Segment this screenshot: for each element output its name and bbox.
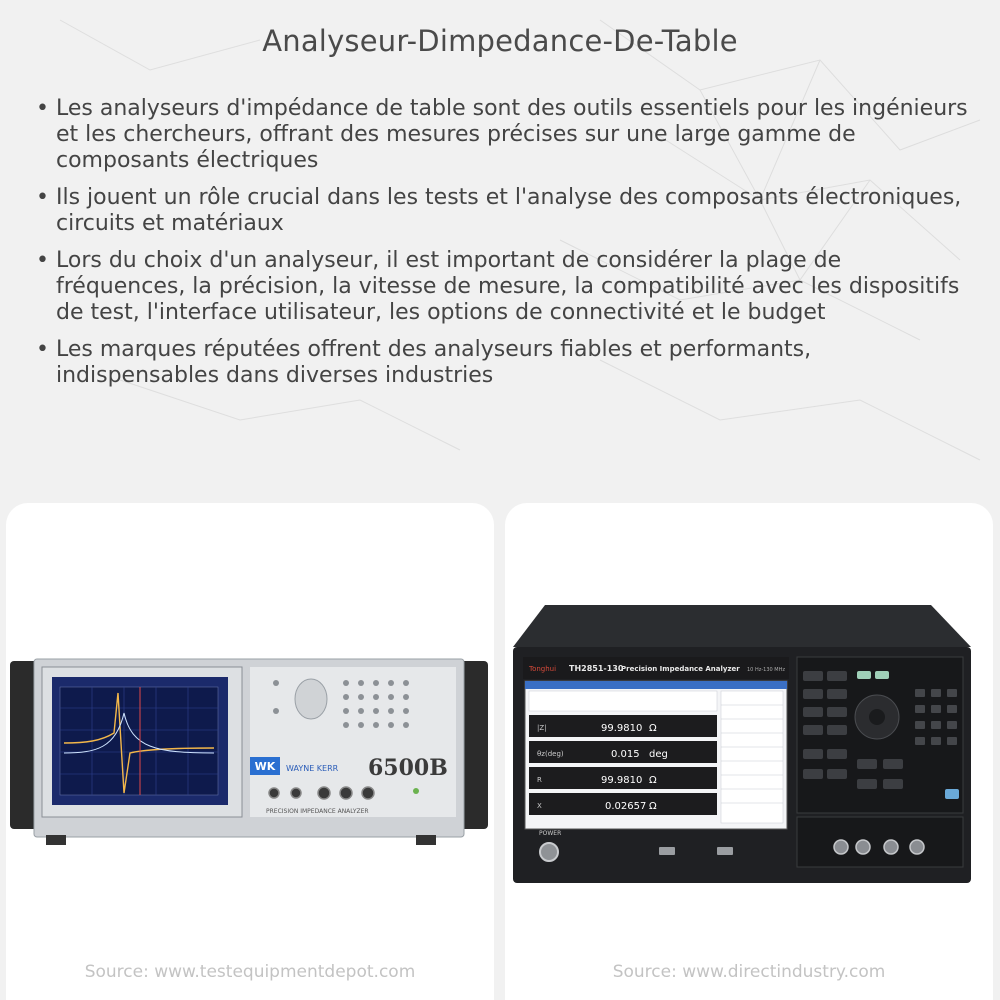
model-label: 6500B [368,755,448,781]
tonghui-analyzer-image [511,599,987,889]
reading-value: 99.9810 [601,723,643,734]
reading-unit: deg [649,749,668,760]
bullet-dot-icon: • [36,96,49,121]
reading-label: θz(deg) [537,750,564,758]
caption-label: PRECISION IMPEDANCE ANALYZER [266,808,369,815]
bullet-item [32,96,977,174]
image-card-tonghui [505,503,993,1000]
bullet-dot-icon: • [36,248,49,273]
reading-row [529,767,717,789]
bullet-item [32,248,977,326]
reading-row [529,793,717,815]
right-freq-label: 10 Hz-130 MHz [747,667,785,673]
reading-value: 99.9810 [601,775,643,786]
right-caption-label: Precision Impedance Analyzer [621,665,740,673]
right-model-label: TH2851-130 [569,664,624,673]
bullet-item [32,185,977,237]
image-source-left: Source: www.testequipmentdepot.com [84,962,416,982]
page-title: Analyseur-Dimpedance-De-Table [262,24,738,58]
bullet-item [32,337,977,389]
bullet-text: Les marques réputées offrent des analyseurs fiables et performants, indispensables dans diverses industries [56,337,812,388]
power-label: POWER [539,830,562,837]
reading-unit: Ω [649,801,657,812]
image-source-right: Source: www.directindustry.com [612,962,886,982]
reading-row [529,715,717,737]
image-card-wayne-kerr [6,503,494,1000]
reading-row [529,741,717,763]
reading-label: |Z| [537,724,547,732]
reading-unit: Ω [649,723,657,734]
bullet-list [32,96,977,400]
bullet-dot-icon: • [36,185,49,210]
bullet-text: Lors du choix d'un analyseur, il est important de considérer la plage de fréquences, la précision, la vitesse de mesure, la compatibilité avec les dispositifs de test, l'interface utilisateur, les options de connectivité et le budget [56,248,960,325]
reading-label: X [537,802,542,810]
svg-text:WK: WK [254,760,276,773]
reading-unit: Ω [649,775,657,786]
right-brand-label: Tonghui [529,665,557,673]
reading-label: R [537,776,542,784]
brand-label: WAYNE KERR [286,764,339,773]
bullet-text: Les analyseurs d'impédance de table sont des outils essentiels pour les ingénieurs et les chercheurs, offrant des mesures précises sur une large gamme de composants électriques [56,96,968,173]
reading-value: 0.015 [611,749,640,760]
bullet-text: Ils jouent un rôle crucial dans les tests et l'analyse des composants électroniques, circuits et matériaux [56,185,962,236]
bullet-dot-icon: • [36,337,49,362]
reading-value: 0.02657 [605,801,647,812]
wayne-kerr-analyzer-image [6,653,494,853]
